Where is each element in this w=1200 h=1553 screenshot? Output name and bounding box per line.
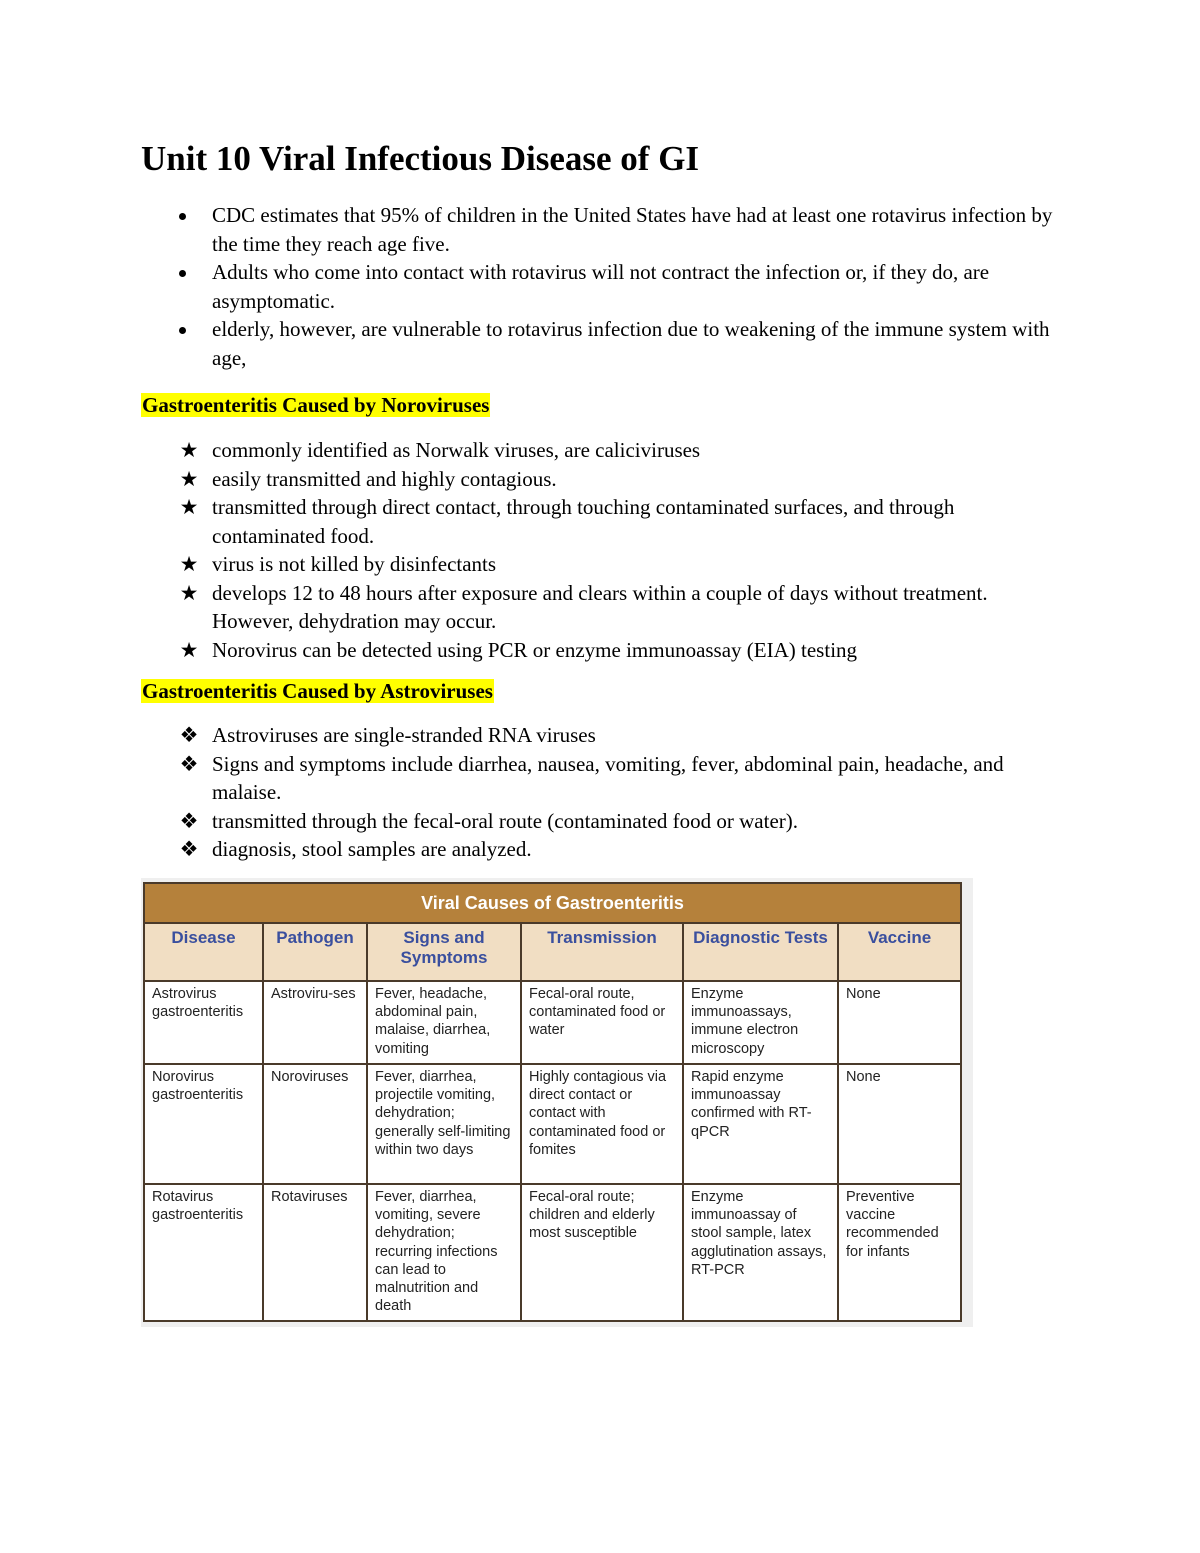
list-item: ★ easily transmitted and highly contagious. (141, 465, 1071, 494)
table-cell: Preventive vaccine recommended for infants (838, 1184, 961, 1321)
list-item: ❖ Astroviruses are single-stranded RNA viruses (141, 721, 1071, 750)
table-cell: None (838, 981, 961, 1064)
table-cell: Fecal-oral route; children and elderly most susceptible (521, 1184, 683, 1321)
table-image-frame (141, 878, 973, 1327)
table-cell: Noroviruses (263, 1064, 367, 1184)
bullet-dot-icon (179, 270, 186, 277)
viral-causes-table (143, 882, 962, 1322)
table-cell: Astroviru-ses (263, 981, 367, 1064)
star-icon: ★ (179, 637, 199, 662)
table-cell: Enzyme immunoassay of stool sample, latex agglutination assays, RT-PCR (683, 1184, 838, 1321)
table-row (144, 981, 961, 1064)
bullet-dot-icon (179, 327, 186, 334)
table-cell: Highly contagious via direct contact or contact with contaminated food or fomites (521, 1064, 683, 1184)
list-item: ★ transmitted through direct contact, through touching contaminated surfaces, and through contaminated food. (141, 493, 1071, 550)
table-row (144, 1064, 961, 1184)
table-cell: Fecal-oral route, contaminated food or water (521, 981, 683, 1064)
table-caption: Viral Causes of Gastroenteritis (144, 883, 961, 923)
table-cell: Astrovirus gastroenteritis (144, 981, 263, 1064)
list-item: CDC estimates that 95% of children in the United States have had at least one rotavirus infection by the time they reach age five. (141, 201, 1071, 258)
table-cell: None (838, 1064, 961, 1184)
list-item: Adults who come into contact with rotavirus will not contract the infection or, if they do, are asymptomatic. (141, 258, 1071, 315)
table-cell: Rotaviruses (263, 1184, 367, 1321)
table-cell: Fever, diarrhea, vomiting, severe dehydration; recurring infections can lead to malnutrition and death (367, 1184, 521, 1321)
table-cell: Rotavirus gastroenteritis (144, 1184, 263, 1321)
list-item: ★ Norovirus can be detected using PCR or enzyme immunoassay (EIA) testing (141, 636, 1071, 665)
column-header: Signs and Symptoms (367, 923, 521, 981)
list-item: ★ develops 12 to 48 hours after exposure and clears within a couple of days without treatment. However, dehydration may occur. (141, 579, 1071, 636)
column-header: Pathogen (263, 923, 367, 981)
diamond-bullet-icon: ❖ (179, 723, 199, 747)
rotavirus-bullet-list (141, 201, 1071, 372)
star-icon: ★ (179, 495, 199, 519)
list-item: ★ commonly identified as Norwalk viruses, are caliciviruses (141, 436, 1071, 465)
diamond-bullet-icon: ❖ (179, 808, 199, 833)
astrovirus-bullet-list (141, 721, 1071, 864)
list-item: elderly, however, are vulnerable to rotavirus infection due to weakening of the immune system with age, (141, 315, 1071, 372)
table-row (144, 1184, 961, 1321)
list-item: ❖ transmitted through the fecal-oral route (contaminated food or water). (141, 807, 1071, 836)
astrovirus-heading: Gastroenteritis Caused by Astroviruses (142, 679, 493, 703)
list-item: ★ virus is not killed by disinfectants (141, 550, 1071, 579)
list-item: ❖ diagnosis, stool samples are analyzed. (141, 835, 1071, 864)
table-cell: Fever, headache, abdominal pain, malaise, diarrhea, vomiting (367, 981, 521, 1064)
diamond-bullet-icon: ❖ (179, 837, 199, 861)
norovirus-heading: Gastroenteritis Caused by Noroviruses (142, 393, 490, 417)
column-header: Transmission (521, 923, 683, 981)
star-icon: ★ (179, 466, 199, 491)
table-cell: Rapid enzyme immunoassay confirmed with RT-qPCR (683, 1064, 838, 1184)
table-cell: Enzyme immunoassays, immune electron microscopy (683, 981, 838, 1064)
bullet-dot-icon (179, 213, 186, 220)
column-header: Disease (144, 923, 263, 981)
star-icon: ★ (179, 552, 199, 576)
norovirus-bullet-list (141, 436, 1071, 664)
list-item: ❖ Signs and symptoms include diarrhea, nausea, vomiting, fever, abdominal pain, headache, and malaise. (141, 750, 1071, 807)
page-title: Unit 10 Viral Infectious Disease of GI (141, 139, 700, 178)
star-icon: ★ (179, 438, 199, 462)
column-header: Diagnostic Tests (683, 923, 838, 981)
table-cell: Norovirus gastroenteritis (144, 1064, 263, 1184)
column-header: Vaccine (838, 923, 961, 981)
diamond-bullet-icon: ❖ (179, 751, 199, 776)
star-icon: ★ (179, 580, 199, 605)
table-cell: Fever, diarrhea, projectile vomiting, dehydration; generally self-limiting within two days (367, 1064, 521, 1184)
